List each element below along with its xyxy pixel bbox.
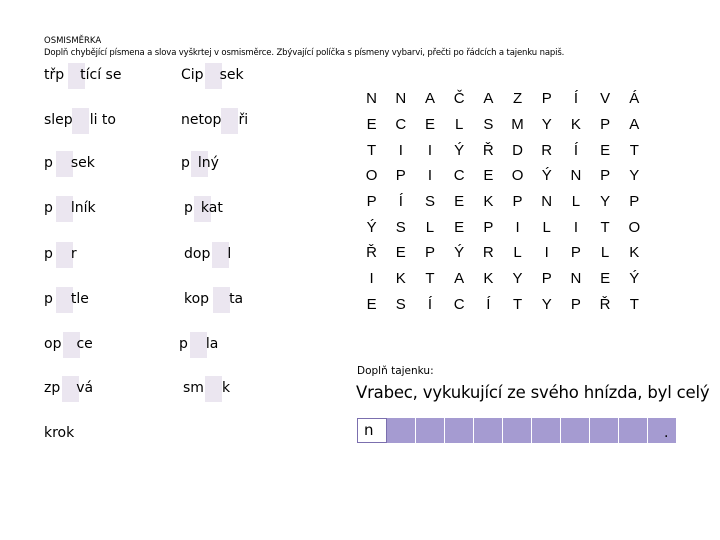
grid-cell[interactable]: I — [398, 141, 403, 159]
grid-cell[interactable]: Í — [486, 295, 491, 313]
grid-cell[interactable]: E — [454, 193, 465, 211]
grid-cell[interactable]: E — [366, 295, 377, 313]
grid-cell[interactable]: E — [483, 167, 494, 185]
grid-cell[interactable]: Y — [541, 116, 552, 134]
grid-cell[interactable]: K — [570, 116, 581, 134]
grid-cell[interactable]: A — [483, 90, 494, 108]
grid-cell[interactable]: P — [512, 193, 523, 211]
grid-cell[interactable]: T — [629, 295, 639, 313]
grid-cell[interactable]: R — [482, 244, 494, 262]
word-item: zp vá — [44, 376, 93, 400]
grid-cell[interactable]: E — [600, 141, 611, 159]
missing-letter-box[interactable] — [221, 108, 238, 134]
answer-cell[interactable] — [445, 418, 474, 443]
word-search-grid — [357, 86, 649, 317]
grid-cell[interactable]: Í — [573, 141, 578, 159]
answer-cell[interactable] — [532, 418, 561, 443]
grid-cell[interactable]: T — [367, 141, 377, 159]
grid-cell[interactable]: A — [424, 90, 435, 108]
grid-cell[interactable]: R — [541, 141, 553, 159]
grid-cell[interactable]: K — [629, 244, 640, 262]
grid-cell[interactable]: S — [395, 218, 406, 236]
grid-cell[interactable]: T — [425, 270, 435, 288]
word-item: krok — [44, 425, 75, 441]
grid-cell[interactable]: T — [512, 295, 523, 313]
word-item: p lník — [44, 196, 96, 220]
grid-cell[interactable]: N — [570, 167, 582, 185]
grid-cell[interactable]: P — [600, 116, 611, 134]
grid-cell[interactable]: T — [600, 218, 610, 236]
grid-cell[interactable]: S — [483, 116, 494, 134]
grid-cell[interactable]: Ř — [366, 244, 378, 262]
grid-cell[interactable]: Y — [600, 193, 611, 211]
word-item: kop ta — [184, 287, 243, 311]
grid-cell[interactable]: Ř — [482, 141, 494, 159]
answer-cell-first[interactable]: n — [357, 418, 387, 443]
grid-cell[interactable]: P — [483, 218, 494, 236]
grid-cell[interactable]: K — [395, 270, 406, 288]
grid-cell[interactable]: T — [629, 141, 639, 159]
grid-cell[interactable]: Í — [398, 193, 403, 211]
word-item: p lný — [181, 151, 219, 175]
answer-cell[interactable] — [561, 418, 590, 443]
grid-cell[interactable]: P — [366, 193, 377, 211]
word-item: p sek — [44, 151, 95, 175]
grid-cell[interactable]: Ř — [599, 295, 611, 313]
grid-cell[interactable]: Y — [629, 167, 640, 185]
grid-cell[interactable]: M — [511, 116, 524, 134]
grid-row — [357, 214, 649, 240]
missing-letter-box[interactable] — [205, 376, 222, 402]
grid-cell[interactable]: C — [453, 167, 465, 185]
grid-cell[interactable]: P — [629, 193, 640, 211]
grid-cell[interactable]: Ý — [366, 218, 377, 236]
grid-cell[interactable]: Í — [573, 90, 578, 108]
instructions: Doplň chybějící písmena a slova vyškrtej v osmisměrce. Zbývající políčka s písmeny vybarvi, přečti po řádcích a tajenku napiš. — [44, 48, 565, 58]
grid-row — [357, 189, 649, 215]
grid-cell[interactable]: E — [424, 116, 435, 134]
tajenka-end: . — [664, 425, 669, 441]
grid-cell[interactable]: P — [570, 295, 581, 313]
grid-cell[interactable]: L — [571, 193, 581, 211]
grid-cell[interactable]: P — [424, 244, 435, 262]
grid-cell[interactable]: N — [366, 90, 378, 108]
grid-cell[interactable]: E — [600, 270, 611, 288]
grid-cell[interactable]: V — [600, 90, 611, 108]
grid-cell[interactable]: I — [427, 141, 433, 159]
grid-cell[interactable]: E — [454, 218, 465, 236]
word-item: Cip sek — [181, 63, 244, 87]
grid-cell[interactable]: P — [395, 167, 406, 185]
grid-cell[interactable]: Ý — [454, 141, 465, 159]
grid-cell[interactable]: L — [454, 116, 464, 134]
grid-cell[interactable]: O — [511, 167, 524, 185]
word-item: třp tící se — [44, 63, 121, 87]
grid-cell[interactable]: Ý — [541, 167, 552, 185]
grid-cell[interactable]: Y — [541, 295, 552, 313]
grid-cell[interactable]: I — [369, 270, 374, 288]
missing-letter-box[interactable] — [72, 108, 89, 134]
grid-cell[interactable]: I — [573, 218, 578, 236]
tajenka-answer-row — [357, 418, 677, 443]
word-item: p r — [44, 242, 77, 266]
grid-cell[interactable]: N — [541, 193, 553, 211]
grid-cell[interactable]: I — [515, 218, 520, 236]
grid-cell[interactable]: Č — [453, 90, 465, 108]
grid-row — [357, 163, 649, 189]
grid-cell[interactable]: L — [600, 244, 610, 262]
grid-cell[interactable]: S — [424, 193, 435, 211]
grid-cell[interactable]: P — [541, 90, 552, 108]
grid-cell[interactable]: O — [365, 167, 378, 185]
grid-cell[interactable]: E — [395, 244, 406, 262]
grid-cell[interactable]: N — [570, 270, 582, 288]
tajenka-label: Doplň tajenku: — [357, 365, 434, 377]
tajenka-sentence: Vrabec, vykukující ze svého hnízda, byl celý — [356, 383, 710, 402]
grid-cell[interactable]: K — [483, 270, 494, 288]
answer-cell[interactable] — [474, 418, 503, 443]
word-item: op ce — [44, 332, 93, 356]
grid-cell[interactable]: A — [629, 116, 640, 134]
grid-cell[interactable]: P — [541, 270, 552, 288]
page-title: OSMISMĚRKA — [44, 36, 102, 46]
grid-row — [357, 137, 649, 163]
word-item: p tle — [44, 287, 89, 311]
answer-cell[interactable] — [387, 418, 416, 443]
grid-cell[interactable]: L — [513, 244, 522, 262]
grid-cell[interactable]: I — [427, 167, 433, 185]
word-item: sm k — [183, 376, 230, 400]
grid-cell[interactable]: P — [570, 244, 581, 262]
answer-cell[interactable] — [503, 418, 532, 443]
grid-cell[interactable]: P — [600, 167, 611, 185]
grid-cell[interactable]: N — [395, 90, 407, 108]
grid-cell[interactable]: Z — [512, 90, 523, 108]
grid-cell[interactable]: O — [628, 218, 641, 236]
grid-cell[interactable]: L — [542, 218, 551, 236]
grid-cell[interactable]: A — [454, 270, 465, 288]
word-item: dop l — [184, 242, 231, 266]
grid-cell[interactable]: E — [366, 116, 377, 134]
answer-cell[interactable] — [648, 418, 677, 443]
word-item: slep li to — [44, 108, 116, 132]
grid-cell[interactable]: Í — [427, 295, 433, 313]
grid-row — [357, 86, 649, 112]
word-item: p la — [179, 332, 218, 356]
answer-cell[interactable] — [590, 418, 619, 443]
grid-cell[interactable]: S — [395, 295, 406, 313]
grid-row — [357, 240, 649, 266]
word-item: p kat — [184, 196, 223, 220]
grid-cell[interactable]: K — [483, 193, 494, 211]
answer-cell[interactable] — [619, 418, 648, 443]
word-item: netop ři — [181, 108, 248, 132]
grid-row — [357, 266, 649, 292]
grid-row — [357, 292, 649, 318]
answer-cell[interactable] — [416, 418, 445, 443]
grid-cell[interactable]: I — [544, 244, 549, 262]
grid-cell[interactable]: Á — [629, 90, 640, 108]
grid-cell[interactable]: Ý — [454, 244, 465, 262]
missing-letter-box[interactable] — [190, 332, 207, 358]
missing-letter-box[interactable] — [213, 287, 230, 313]
grid-cell[interactable]: D — [512, 141, 523, 159]
grid-cell[interactable]: C — [395, 116, 407, 134]
grid-cell[interactable]: Ý — [629, 270, 640, 288]
grid-row — [357, 112, 649, 138]
grid-cell[interactable]: Y — [512, 270, 523, 288]
grid-cell[interactable]: C — [453, 295, 465, 313]
grid-cell[interactable]: L — [425, 218, 435, 236]
